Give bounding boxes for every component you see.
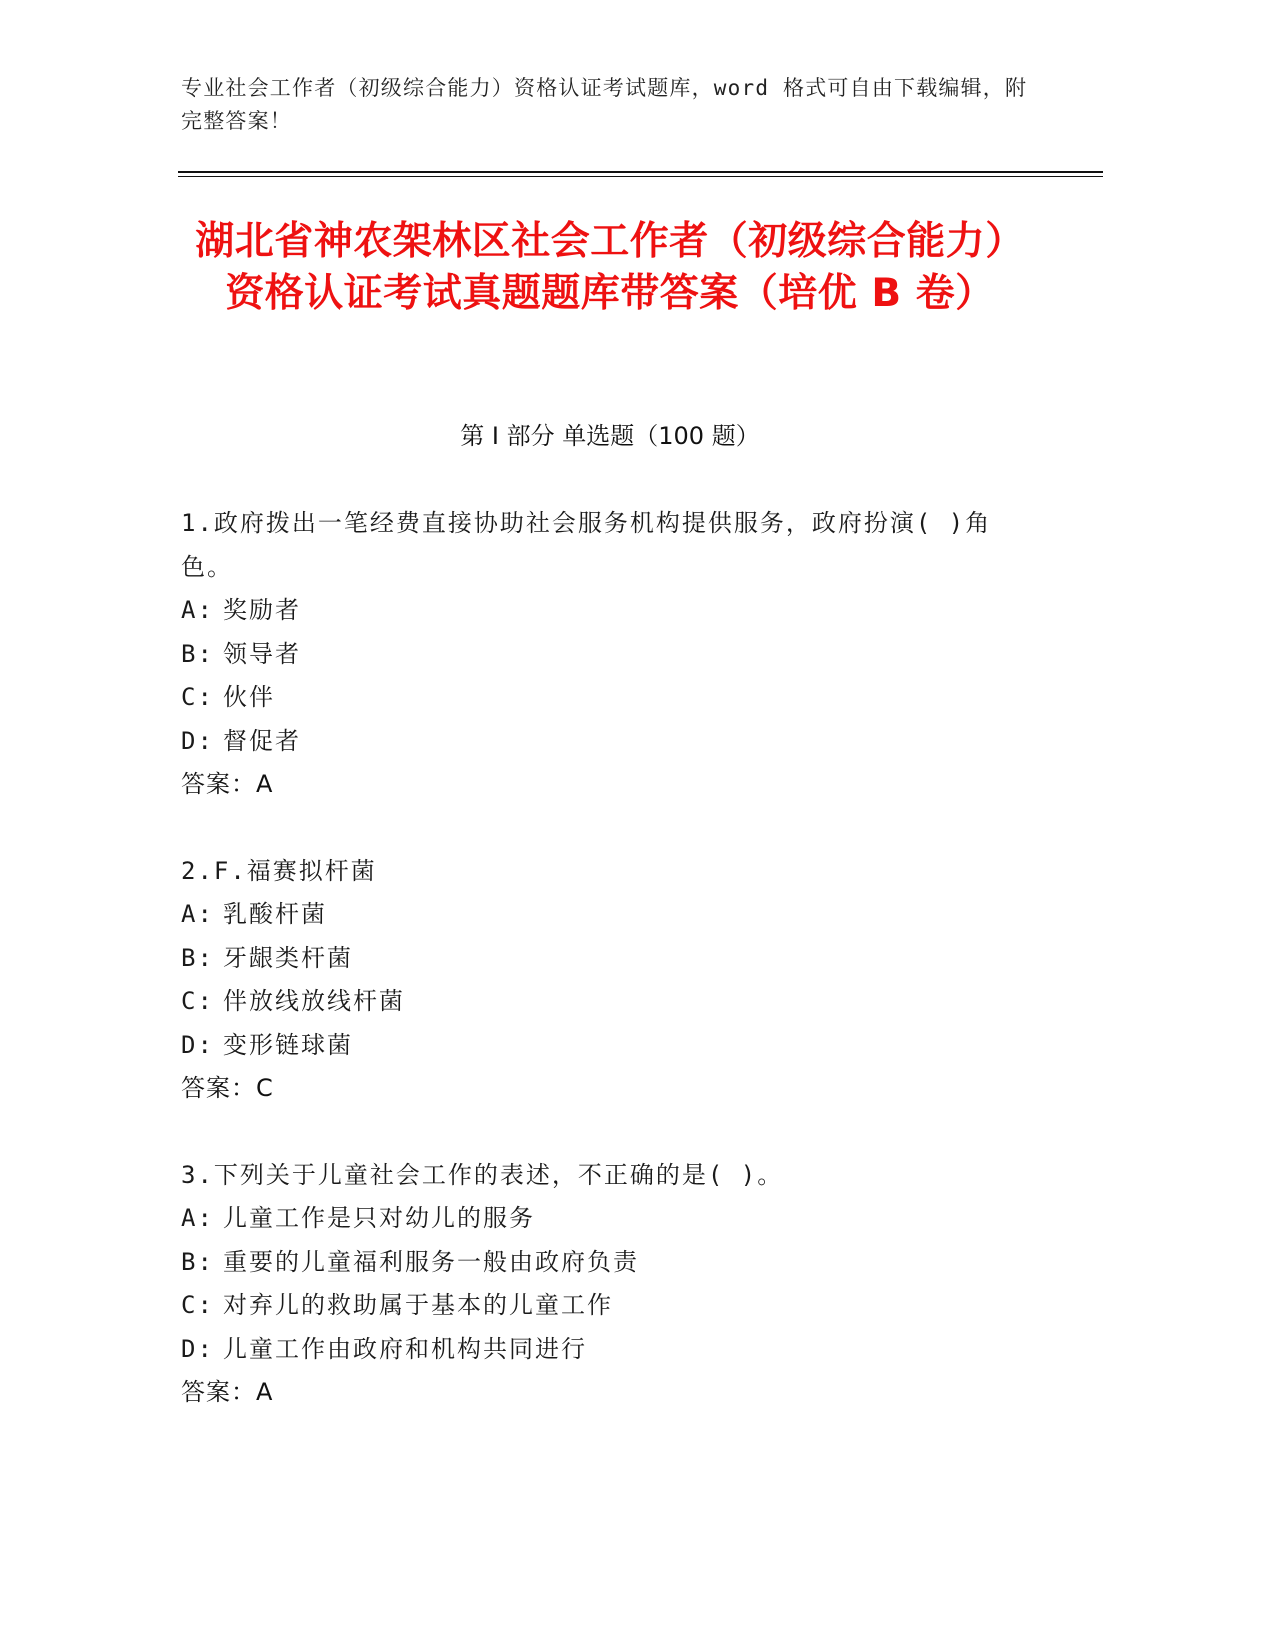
header-divider-thick	[178, 171, 1103, 173]
document-title: 湖北省神农架林区社会工作者（初级综合能力）资格认证考试真题题库带答案（培优 B 卷）	[195, 219, 1025, 316]
question-stem: 2.F.福赛拟杆菌	[181, 856, 377, 885]
option-a	[181, 589, 1041, 633]
answer-line: 答案：A	[181, 770, 274, 798]
question-item	[181, 850, 1041, 1111]
option-c	[181, 676, 1041, 720]
option-c	[181, 1284, 1041, 1328]
option-key: D:	[181, 1334, 214, 1363]
option-text: 重要的儿童福利服务一般由政府负责	[223, 1247, 639, 1276]
header-divider-thin	[178, 176, 1103, 177]
option-b	[181, 1241, 1041, 1285]
header-note: 专业社会工作者（初级综合能力）资格认证考试题库，word 格式可自由下载编辑，附完整答案！	[181, 76, 1028, 133]
option-text: 伙伴	[223, 683, 275, 711]
answer-line: 答案：A	[181, 1378, 274, 1406]
option-key: B:	[181, 943, 214, 972]
question-stem: 1.政府拨出一笔经费直接协助社会服务机构提供服务，政府扮演( )角色。	[181, 509, 992, 581]
option-a	[181, 893, 1041, 937]
option-text: 牙龈类杆菌	[223, 943, 353, 972]
option-d	[181, 1328, 1041, 1372]
option-text: 督促者	[223, 726, 301, 755]
question-list	[181, 502, 1041, 1458]
question-stem: 3.下列关于儿童社会工作的表述，不正确的是( )。	[181, 1160, 784, 1189]
option-text: 对弃儿的救助属于基本的儿童工作	[223, 1291, 613, 1319]
option-key: D:	[181, 726, 214, 755]
option-a	[181, 1197, 1041, 1241]
question-item	[181, 502, 1041, 807]
option-key: C:	[181, 1291, 214, 1319]
option-key: B:	[181, 639, 214, 668]
option-text: 奖励者	[223, 596, 301, 624]
option-text: 领导者	[223, 639, 301, 668]
option-c	[181, 980, 1041, 1024]
option-key: A:	[181, 900, 214, 928]
option-key: D:	[181, 1030, 214, 1059]
option-key: C:	[181, 683, 214, 711]
option-text: 乳酸杆菌	[223, 900, 327, 928]
option-d	[181, 1024, 1041, 1068]
option-key: A:	[181, 1204, 214, 1232]
option-b	[181, 633, 1041, 677]
option-text: 儿童工作是只对幼儿的服务	[223, 1204, 535, 1232]
section-title: 第 I 部分 单选题（100 题）	[460, 422, 760, 450]
question-item	[181, 1154, 1041, 1415]
option-key: C:	[181, 987, 214, 1015]
option-d	[181, 720, 1041, 764]
option-key: A:	[181, 596, 214, 624]
option-b	[181, 937, 1041, 981]
option-text: 变形链球菌	[223, 1030, 353, 1059]
answer-line: 答案：C	[181, 1074, 274, 1102]
option-text: 伴放线放线杆菌	[223, 987, 405, 1015]
option-key: B:	[181, 1247, 214, 1276]
option-text: 儿童工作由政府和机构共同进行	[223, 1334, 587, 1363]
